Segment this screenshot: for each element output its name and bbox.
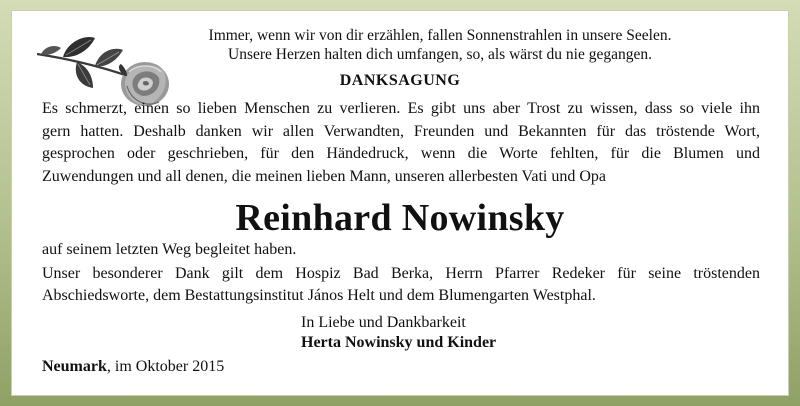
poem-line: Unsere Herzen halten dich umfangen, so, als wärst du nie gegangen.	[228, 46, 652, 63]
thanks-paragraph	[42, 98, 760, 188]
poem	[131, 26, 749, 64]
paragraph-line: Abschiedsworte, dem Bestattungsinstitut János Helt und dem Blumengarten Westphal.	[42, 287, 596, 304]
accompanied-line: auf seinem letzten Weg begleitet haben.	[42, 241, 297, 258]
paragraph-line: Zuwendungen und all denen, die meinen lieben Mann, unseren allerbesten Vati und Opa	[42, 167, 606, 185]
special-thanks-paragraph	[42, 263, 760, 307]
closing-block	[301, 313, 496, 353]
paragraph-line: Es schmerzt, einen so lieben Menschen zu verlieren. Es gibt uns aber Trost zu wissen, dass so viele ihn	[42, 100, 760, 117]
paragraph-line: gesprochen oder geschrieben, für den Händedruck, wenn die Worte fehlten, für die Blumen und	[42, 145, 760, 162]
paragraph-line: gern hatten. Deshalb danken wir allen Verwandten, Freunden und Bekannten für das tröstende Wort,	[42, 122, 760, 140]
poem-line: Immer, wenn wir von dir erzählen, fallen Sonnenstrahlen in unsere Seelen.	[208, 27, 672, 44]
signers: Herta Nowinsky und Kinder	[301, 334, 497, 351]
closing-phrase: In Liebe und Dankbarkeit	[301, 314, 466, 331]
notice-heading: DANKSAGUNG	[339, 72, 461, 89]
deceased-name: Reinhard Nowinsky	[235, 197, 565, 239]
notice-panel	[11, 10, 789, 396]
paragraph-line: Unser besonderer Dank gilt dem Hospiz Bad Berka, Herrn Pfarrer Redeker für seine tröstenden	[42, 265, 760, 282]
place-date	[42, 358, 224, 376]
date: , im Oktober 2015	[106, 358, 225, 375]
place: Neumark	[42, 358, 107, 375]
